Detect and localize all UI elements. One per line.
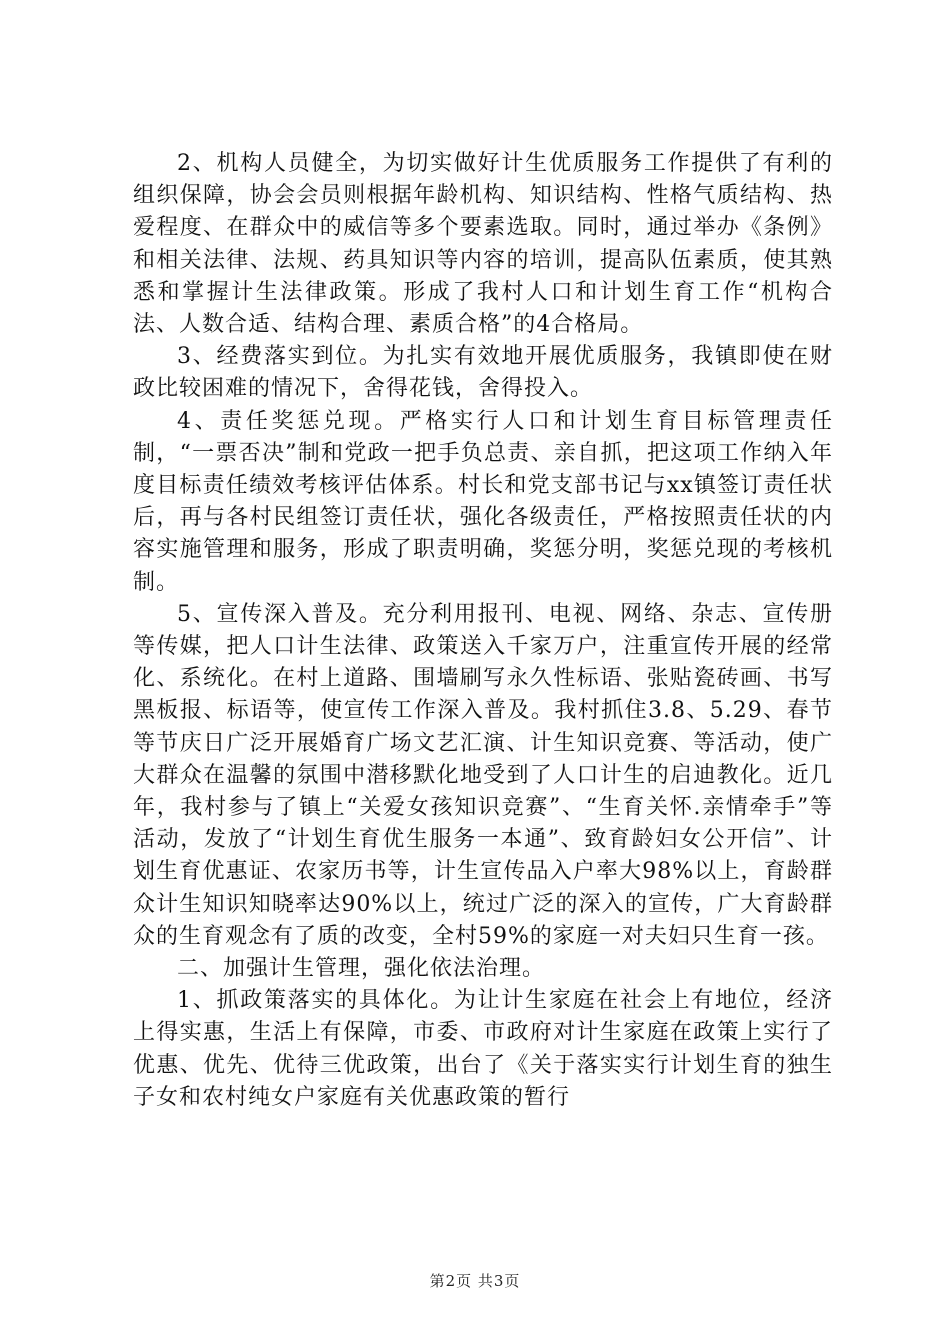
paragraph-policy: 1、抓政策落实的具体化。为让计生家庭在社会上有地位，经济上得实惠，生活上有保障，市委、市政府对计生家庭在政策上实行了优惠、优先、优待三优政策，出台了《关于落实实行计划生育的独生子女和农村纯女户家庭有关优惠政策的暂行 <box>133 988 833 1110</box>
document-body <box>133 148 833 1114</box>
paragraph-publicity: 5、宣传深入普及。充分利用报刊、电视、网络、杂志、宣传册等传媒，把人口计生法律、政策送入千家万户，注重宣传开展的经常化、系统化。在村上道路、围墙刷写永久性标语、张贴瓷砖画、书写黑板报、标语等，使宣传工作深入普及。我村抓住3.8、5.29、春节等节庆日广泛开展婚育广场文艺汇演、计生知识竞赛、等活动，使广大群众在温馨的氛围中潜移默化地受到了人口计生的启迪教化。近几年，我村参与了镇上“关爱女孩知识竞赛”、“生育关怀.亲情牵手”等活动，发放了“计划生育优生服务一本通”、致育龄妇女公开信”、计划生育优惠证、农家历书等，计生宣传品入户率大98%以上，育龄群众计生知识知晓率达90%以上，统过广泛的深入的宣传，广大育龄群众的生育观念有了质的改变，全村59%的家庭一对夫妇只生育一孩。 <box>133 601 833 949</box>
paragraph-organization: 2、机构人员健全，为切实做好计生优质服务工作提供了有利的组织保障，协会会员则根据年龄机构、知识结构、性格气质结构、热爱程度、在群众中的威信等多个要素选取。同时，通过举办《条例》和相关法律、法规、药具知识等内容的培训，提高队伍素质，使其熟悉和掌握计生法律政策。形成了我村人口和计划生育工作“机构合法、人数合适、结构合理、素质合格”的4合格局。 <box>133 151 833 338</box>
paragraph-responsibility: 4、责任奖惩兑现。严格实行人口和计划生育目标管理责任制，“一票否决”制和党政一把手负总责、亲自抓，把这项工作纳入年度目标责任绩效考核评估体系。村长和党支部书记与xx镇签订责任状后，再与各村民组签订责任状，强化各级责任，严格按照责任状的内容实施管理和服务，形成了职责明确，奖惩分明，奖惩兑现的考核机制。 <box>133 408 833 595</box>
page-footer: 第2页 共3页 <box>429 1272 521 1290</box>
paragraph-funding: 3、经费落实到位。为扎实有效地开展优质服务，我镇即使在财政比较困难的情况下，舍得花钱，舍得投入。 <box>133 344 833 402</box>
section-heading-management: 二、加强计生管理，强化依法治理。 <box>177 956 546 982</box>
